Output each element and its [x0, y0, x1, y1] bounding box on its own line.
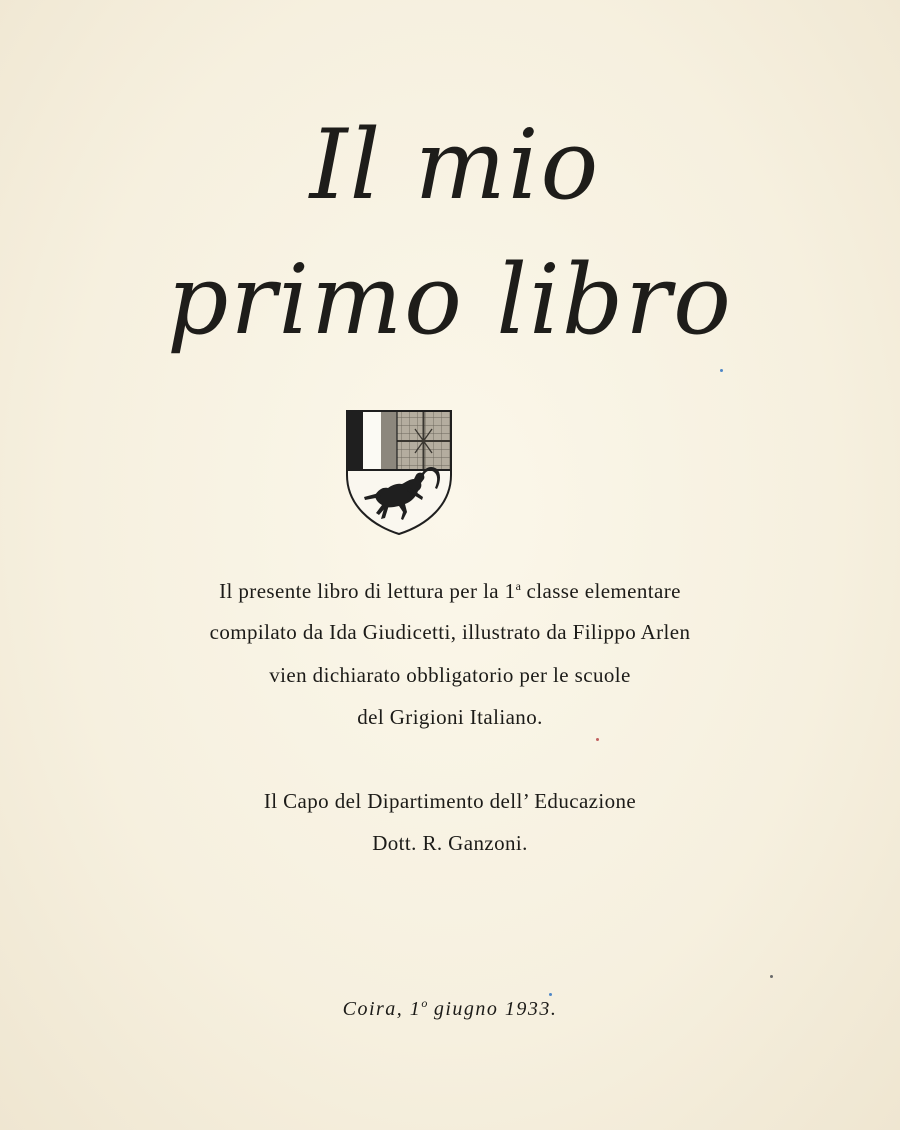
- decree-line-2: compilato da Ida Giudicetti, illustrato da Filippo Arlen: [209, 620, 691, 644]
- ink-speck: [549, 993, 552, 996]
- ink-speck: [596, 738, 599, 741]
- crest-gray-stripe: [381, 412, 397, 470]
- crest-shield: [347, 411, 451, 534]
- title-line-1: Il mio: [309, 109, 601, 221]
- place-date-superscript: o: [421, 996, 428, 1010]
- decree-line-1-start: Il presente libro di lettura per la 1: [219, 579, 516, 603]
- official-title: Il Capo del Dipartimento dell’ Educazione: [263, 789, 637, 813]
- decree-line-1-end: classe elementare: [520, 579, 681, 603]
- graubunden-coat-of-arms-icon: [345, 409, 453, 537]
- place-date-line: [0, 996, 900, 1021]
- crest-black-stripe: [348, 412, 363, 470]
- decree-line-3: vien dichiarato obbligatorio per le scuole: [269, 663, 631, 687]
- crest-white-stripe: [363, 412, 381, 470]
- ink-speck: [770, 975, 773, 978]
- place-date-end: giugno 1933.: [427, 998, 558, 1020]
- title-line-2: primo libro: [167, 244, 733, 356]
- decree-line-1: [0, 579, 900, 604]
- ink-speck: [720, 369, 723, 372]
- decree-line-4: del Grigioni Italiano.: [357, 705, 543, 729]
- place-date-start: Coira, 1: [342, 998, 422, 1020]
- decree-line-1-superscript: a: [515, 579, 521, 593]
- official-name: Dott. R. Ganzoni.: [372, 831, 528, 855]
